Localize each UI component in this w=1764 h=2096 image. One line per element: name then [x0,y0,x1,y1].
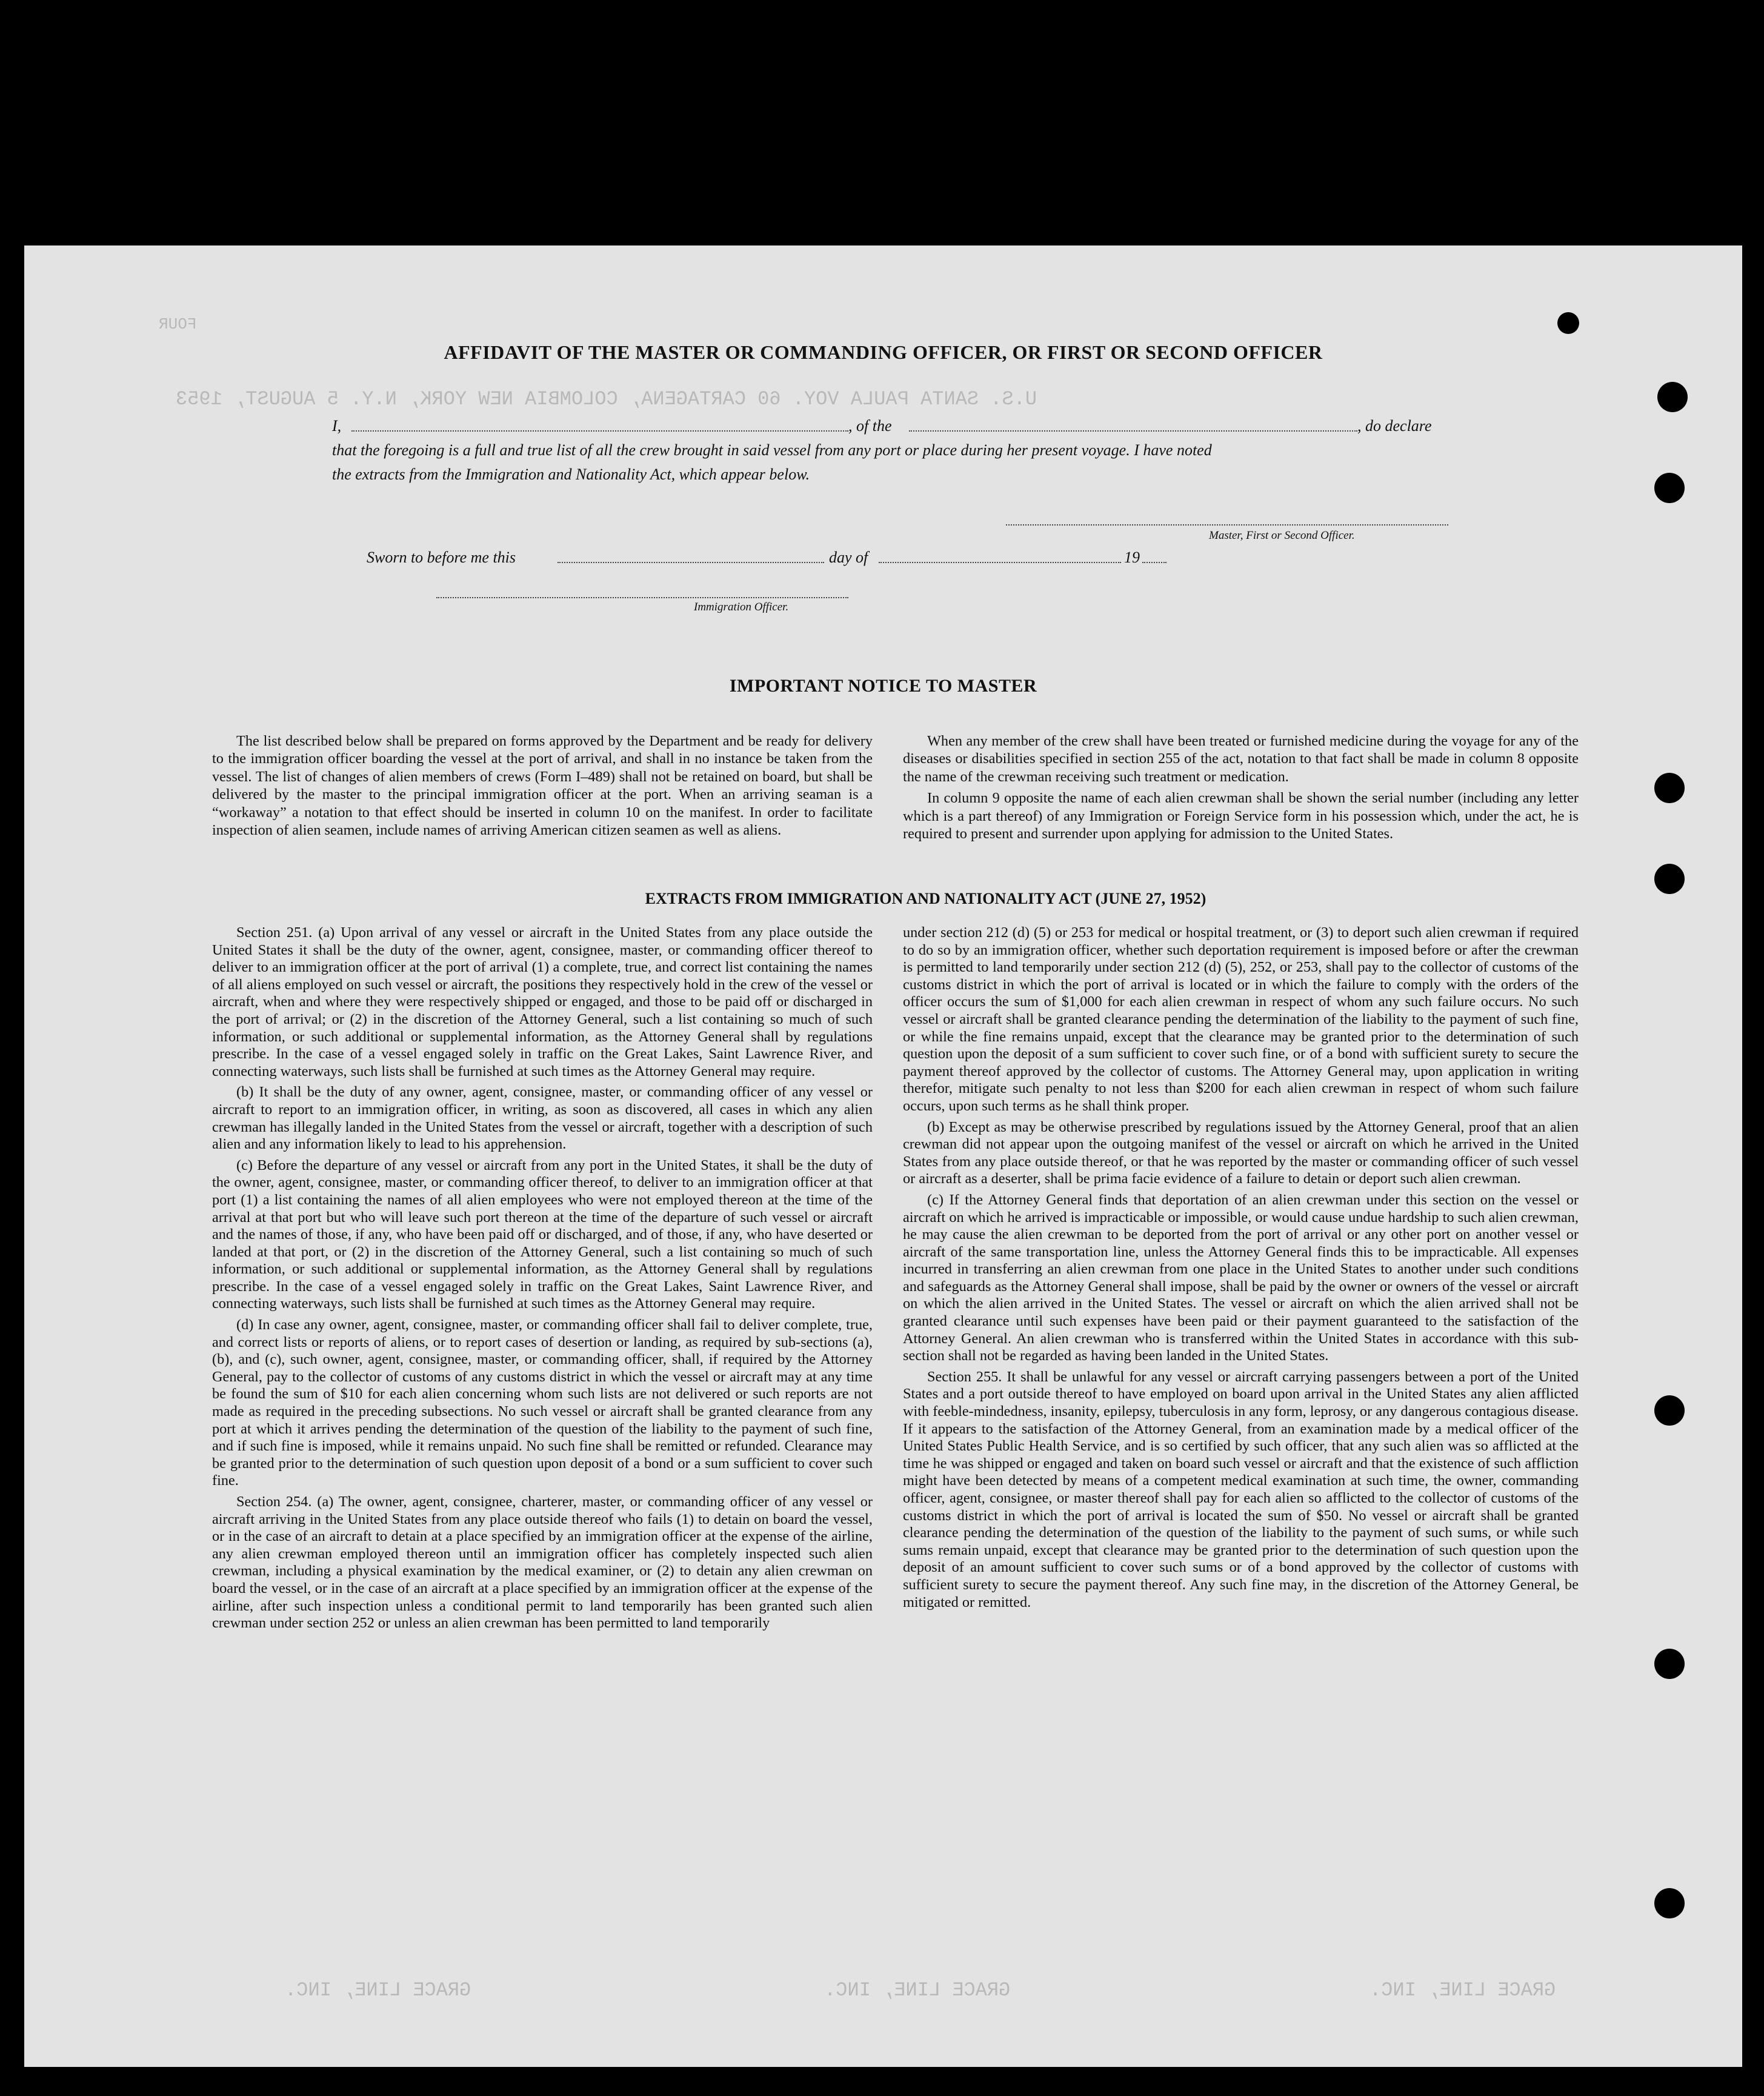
sworn-label: Sworn to before me this [367,549,516,566]
affidavit-title: AFFIDAVIT OF THE MASTER OR COMMANDING OFFICER, OR FIRST OR SECOND OFFICER [444,341,1323,363]
immigration-officer-signature-blank [436,597,848,598]
ghost-bottom-right: GRACE LINE, INC. [1370,1979,1556,2001]
ghost-bottom-mid: GRACE LINE, INC. [824,1979,1011,2001]
notice-left-column [212,732,873,843]
extracts-title: EXTRACTS FROM IMMIGRATION AND NATIONALITY ACT (JUNE 27, 1952) [645,890,1207,907]
extract-paragraph: under section 212 (d) (5) or 253 for medical or hospital treatment, or (3) to deport such alien crewman if required to do so by an immigration officer, whether such deportation requirement is imposed before or after the crewman is permitted to land temporarily under section 212 (d) (5), 252, or 253, shall pay to the collector of customs of the customs district in which the port of arrival is located or in which the failure to comply with the orders of the officer occurs the sum of $1,000 for each alien crewman in respect of whom any such failure occurs. No such vessel or aircraft shall be granted clearance pending the determination of the liability to the payment of such fine, or while the fine remains unpaid, except that the clearance may be granted prior to the determination of such question upon the deposit of a sum sufficient to cover such fine, or of a bond with sufficient surety to secure the payment thereof approved by the collector of customs. The Attorney General may, upon application in writing therefor, mitigate such penalty to not less than $200 for each alien crewman in respect of whom such failure occurs, upon such terms as he shall think proper. [903,924,1579,1114]
affidavit-master-name-blank [351,430,848,432]
punch-hole [1654,1649,1685,1679]
extract-paragraph: Section 251. (a) Upon arrival of any vessel or aircraft in the United States from any place outside the United States it shall be the duty of the owner, agent, consignee, master, or commanding officer thereof to deliver to an immigration officer at the port of arrival (1) a complete, true, and correct list containing the names of all aliens employed on such vessel or aircraft, the positions they respectively hold in the crew of the vessel or aircraft, when and where they were respectively shipped or engaged, and those to be paid off or discharged in the port of arrival; or (2) in the discretion of the Attorney General, such a list containing so much of such information, or such additional or supplemental information, as the Attorney General shall by regulations prescribe. In the case of a vessel engaged solely in traffic on the Great Lakes, Saint Lawrence River, and connecting waterways, such lists shall be furnished at such times as the Attorney General may require. [212,924,873,1080]
extract-paragraph: Section 255. It shall be unlawful for any vessel or aircraft carrying passengers between a port of the United States and a port outside thereof to have employed on board upon arrival in the United States any alien afflicted with feeble-mindedness, insanity, epilepsy, tuberculosis in any form, leprosy, or any dangerous contagious disease. If it appears to the satisfaction of the Attorney General, from an examination made by a medical officer of the United States Public Health Service, and is so certified by such officer, that any such alien was so afflicted at the time he was shipped or engaged and taken on board such vessel or aircraft and that the existence of such affliction might have been detected by means of a competent medical examination at such time, the owner, commanding officer, agent, consignee, or master thereof shall pay for each alien so afflicted to the collector of customs of the customs district in which the port of arrival is located the sum of $50. No vessel or aircraft shall be granted clearance pending the determination of the question of the liability to the payment of such sums, or while such sums remain unpaid, except that clearance may be granted prior to the determination of such question upon the deposit of an amount sufficient to cover such sums or of a bond approved by the collector of customs with sufficient surety to secure the payment thereof. Any such fine may, in the discretion of the Attorney General, be mitigated or remitted. [903,1368,1579,1610]
punch-hole [1654,1395,1685,1426]
extract-paragraph: (d) In case any owner, agent, consignee, master, or commanding officer shall fail to deliver complete, true, and correct lists or reports of aliens, or to report cases of desertion or landing, as required by sub-sections (a), (b), and (c), such owner, agent, consignee, master, or commanding officer, shall, if required by the Attorney General, pay to the collector of customs of any customs district in which the vessel or aircraft may at any time be found the sum of $10 for each alien concerning whom such lists are not delivered or such reports are not made as required in the preceding subsections. No such vessel or aircraft shall be granted clearance from any port at which it arrives pending the determination of the question of the liability to the payment of such fine, and if such fine is imposed, while it remains unpaid. No such fine shall be remitted or refunded. Clearance may be granted prior to the determination of such question upon deposit of a bond or a sum sufficient to cover such fine. [212,1317,873,1489]
extract-paragraph: (b) It shall be the duty of any owner, agent, consignee, master, or commanding officer of any vessel or aircraft to report to an immigration officer, in writing, as soon as discovered, all cases in which any alien crewman has illegally landed in the United States from the vessel or aircraft, together with a description of such alien and any information likely to lead to his apprehension. [212,1084,873,1153]
punch-hole [1657,382,1688,412]
punch-hole [1654,773,1685,803]
notice-paragraph: In column 9 opposite the name of each alien crewman shall be shown the serial number (including any letter which is a part thereof) of any Immigration or Foreign Service form in his possession which, under the act, he is required to present and surrender upon applying for admission to the United States. [903,790,1579,843]
ghost-corner-mark: FOUR [159,315,197,333]
notice-right-column [903,732,1579,846]
sworn-month-blank [879,562,1121,563]
notice-paragraph: When any member of the crew shall have been treated or furnished medicine during the voyage for any of the diseases or disabilities specified in section 255 of the act, notation to that fact shall be made in column 8 opposite the name of the crewman receiving such treatment or medication. [903,733,1579,785]
extract-paragraph: (c) Before the departure of any vessel or aircraft from any port in the United States, it shall be the duty of the owner, agent, consignee, master, or commanding officer thereof, to deliver to an immigration officer at that port (1) a list containing the names of all alien employees who were not employed thereon at the time of the arrival at that port but who will leave such port thereon at the time of the departure of such vessel or aircraft and the names of those, if any, who have been paid off or discharged, and of those, if any, who have deserted or landed at that port, or (2) in the discretion of the Attorney General, such a list containing so much of such information, or such additional or supplemental information, as the Attorney General shall by regulations prescribe. In the case of a vessel engaged solely in traffic on the Great Lakes, Saint Lawrence River, and connecting waterways, such lists shall be furnished at such times as the Attorney General may require. [212,1156,873,1312]
immigration-officer-caption: Immigration Officer. [694,601,789,613]
punch-hole [1654,1888,1685,1918]
master-signature-caption: Master, First or Second Officer. [1209,529,1355,542]
affidavit-statement-line: the extracts from the Immigration and Nationality Act, which appear below. [332,466,810,483]
notice-paragraph: The list described below shall be prepared on forms approved by the Department and be ready for delivery to the immigration officer boarding the vessel at the port of arrival, and shall in no instance be taken from the vessel. The list of changes of alien members of crews (Form I–489) shall not be retained on board, but shall be delivered by the master to the principal immigration officer at the port. When an arriving seaman is a “workaway” a notation to that effect should be inserted in column 10 on the manifest. In order to facilitate inspection of alien seamen, include names of arriving American citizen seamen as well as aliens. [212,733,873,839]
punch-hole [1654,473,1685,503]
affidavit-do-declare-label: , do declare [1357,417,1432,435]
punch-hole [1557,312,1579,334]
extracts-right-column [903,924,1579,1615]
extract-paragraph: (b) Except as may be otherwise prescribed by regulations issued by the Attorney General, proof that an alien crewman did not appear upon the outgoing manifest of the vessel or aircraft on which he arrived in the United States from any place outside thereof, or that he was reported by the master or commanding officer of such vessel or aircraft as a deserter, shall be prima facie evidence of a failure to detain or deport such alien crewman. [903,1118,1579,1187]
affidavit-i-label: I, [332,417,342,435]
document-page [24,245,1742,2067]
day-of-label: day of [829,549,868,566]
ghost-header-row: U.S. SANTA PAULA VOY. 60 CARTAGENA, COLOMBIA NEW YORK, N.Y. 5 AUGUST, 1953 [176,388,1037,410]
year-prefix-label: 19 [1124,549,1140,566]
sworn-year-blank [1142,562,1167,563]
ghost-bottom-left: GRACE LINE, INC. [285,1979,471,2001]
extract-paragraph: Section 254. (a) The owner, agent, consignee, charterer, master, or commanding officer of any vessel or aircraft arriving in the United States from any place outside thereof who fails (1) to detain on board the vessel, or in the case of an aircraft to detain at a place specified by an immigration officer at the expense of the airline, any alien crewman employed thereon until an immigration officer has completely inspected such alien crewman, including a physical examination by the medical examiner, or (2) to detain any alien crewman on board the vessel, or in the case of an aircraft at a place specified by an immigration officer at the expense of the airline, after such inspection unless a conditional permit to land temporarily has been granted such alien crewman under section 252 or unless an alien crewman has been permitted to land temporarily [212,1494,873,1632]
extracts-left-column [212,924,873,1636]
master-signature-blank [1006,524,1448,526]
affidavit-vessel-name-blank [909,430,1357,432]
affidavit-of-the-label: , of the [848,417,892,435]
notice-title: IMPORTANT NOTICE TO MASTER [729,676,1037,696]
sworn-day-blank [557,562,824,563]
affidavit-statement-line: that the foregoing is a full and true list of all the crew brought in said vessel from any port or place during her present voyage. I have noted [332,441,1212,459]
extract-paragraph: (c) If the Attorney General finds that deportation of an alien crewman under this section on the vessel or aircraft on which he arrived is impracticable or impossible, or would cause undue hardship to such alien crewman, he may cause the alien crewman to be deported from the port of arrival or any other port on another vessel or aircraft of the same transportation line, unless the Attorney General finds this to be impracticable. All expenses incurred in transferring an alien crewman from one place in the United States to another under such conditions and safeguards as the Attorney General shall impose, shall be paid by the owner or owners of the vessel or aircraft on which the alien arrived in the United States. The vessel or aircraft on which the alien arrived shall not be granted clearance until such expenses have been paid or their payment guaranteed to the satisfaction of the Attorney General. An alien crewman who is transferred within the United States in accordance with this sub-section shall not be regarded as having been landed in the United States. [903,1191,1579,1364]
